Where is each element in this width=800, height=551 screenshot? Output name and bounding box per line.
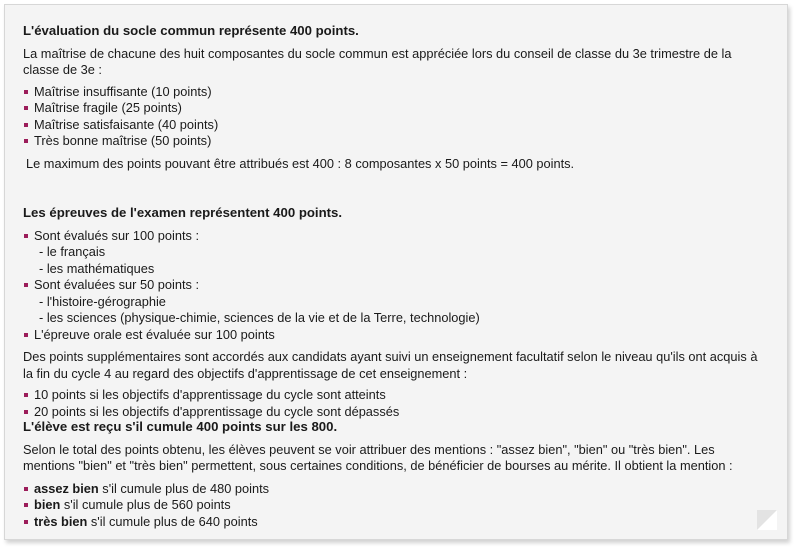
section-mentions-title: L'élève est reçu s'il cumule 400 points sur les 800.	[23, 419, 338, 434]
content-panel	[4, 4, 788, 540]
list-item: Maîtrise satisfaisante (40 points)	[23, 117, 769, 134]
list-subitem: - les sciences (physique-chimie, sciences de la vie et de la Terre, technologie)	[39, 310, 480, 325]
list-item: Maîtrise fragile (25 points)	[23, 100, 769, 117]
mention-label: bien	[34, 497, 61, 512]
page-curl	[757, 510, 777, 530]
mention-text: s'il cumule plus de 560 points	[60, 497, 231, 512]
section-socle	[23, 23, 769, 172]
section-socle-title: L'évaluation du socle commun représente 400 points.	[23, 23, 359, 38]
mention-label: assez bien	[34, 480, 99, 496]
list-item: L'épreuve orale est évaluée sur 100 points	[23, 327, 769, 344]
mention-text: s'il cumule plus de 640 points	[87, 513, 258, 529]
list-item: 10 points si les objectifs d'apprentissage du cycle sont atteints	[23, 387, 769, 404]
section-socle-intro: La maîtrise de chacune des huit composantes du socle commun est appréciée lors du conseil de classe du 3e trimestre de la classe de 3e :	[23, 45, 732, 77]
socle-levels-list	[23, 84, 769, 150]
list-item	[23, 497, 769, 514]
section-mentions	[23, 419, 769, 530]
section-epreuves-title: Les épreuves de l'examen représentent 400 points.	[23, 205, 343, 220]
list-subitem: - les mathématiques	[39, 260, 155, 276]
section-mentions-intro: Selon le total des points obtenu, les élèves peuvent se voir attribuer des mentions : "assez bien", "bien" ou "très bien". Les mentions "bien" et "très bien" permettent, sous certaines conditions, de bénéficier de bourses au mérite. Il obtient la mention :	[23, 441, 733, 473]
list-item: Sont évaluées sur 50 points :	[23, 277, 769, 294]
list-subitem: - l'histoire-gérographie	[39, 293, 166, 309]
list-item: Sont évalués sur 100 points :	[23, 228, 769, 245]
list-item: 20 points si les objectifs d'apprentissage du cycle sont dépassés	[23, 404, 769, 421]
list-item: Maîtrise insuffisante (10 points)	[23, 84, 769, 101]
list-item: Très bonne maîtrise (50 points)	[23, 133, 769, 150]
section-epreuves	[23, 205, 769, 420]
list-item	[23, 481, 769, 498]
epreuves-list	[23, 228, 769, 344]
section-epreuves-supplement: Des points supplémentaires sont accordés aux candidats ayant suivi un enseignement facultatif selon le niveau qu'ils ont acquis à la fin du cycle 4 au regard des objectifs d'apprentissage de cet enseignement :	[23, 349, 758, 381]
mentions-list	[23, 481, 769, 531]
supplement-list	[23, 387, 769, 420]
section-socle-max: Le maximum des points pouvant être attribués est 400 : 8 composantes x 50 points = 400 points.	[26, 155, 575, 171]
list-subitem: - le français	[39, 244, 106, 259]
list-item	[23, 514, 769, 531]
mention-label: très bien	[34, 513, 88, 529]
mention-text: s'il cumule plus de 480 points	[98, 480, 270, 496]
